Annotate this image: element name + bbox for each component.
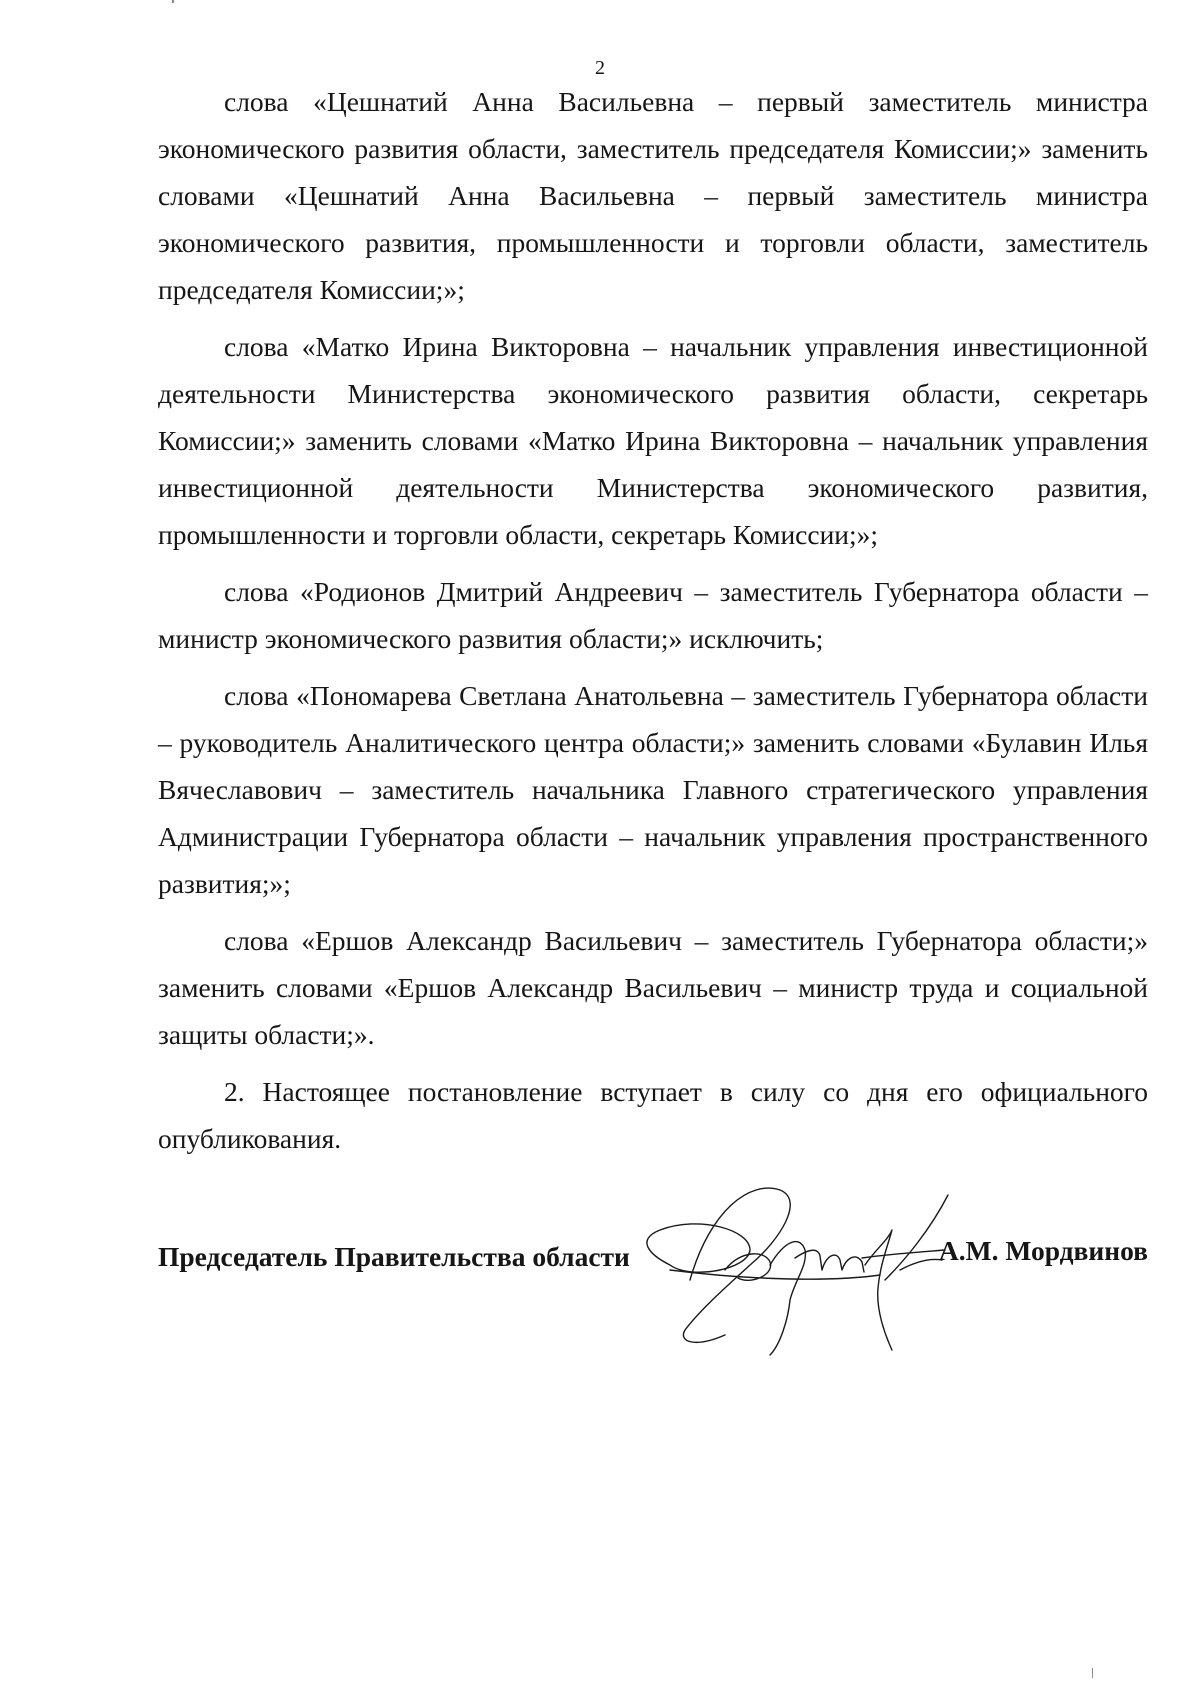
paragraph-ponomareva: слова «Пономарева Светлана Анатольевна – заместитель Губернатора области – руководитель Аналитического центра области;» заменить словами «Булавин Илья Вячеславович – заместитель начальника Главного стратегического управления Администрации Губернатора области – начальник управления пространственного развития;»;	[158, 680, 1148, 899]
scan-mark-top-left	[172, 0, 174, 3]
handwritten-signature	[630, 1170, 970, 1360]
signer-title: Председатель Правительства области	[158, 1241, 630, 1272]
scan-mark-bottom-right	[1092, 1668, 1093, 1678]
page-number: 2	[595, 57, 605, 79]
document-body	[158, 78, 1148, 1172]
paragraph-tseshnatiy: слова «Цешнатий Анна Васильевна – первый заместитель министра экономического развития области, заместитель председателя Комиссии;» заменить словами «Цешнатий Анна Васильевна – первый заместитель министра экономического развития, промышленности и торговли области, заместитель председателя Комиссии;»;	[158, 86, 1148, 305]
paragraph-rodionov: слова «Родионов Дмитрий Андреевич – заместитель Губернатора области – министр экономического развития области;» исключить;	[158, 576, 1148, 654]
paragraph-matko: слова «Матко Ирина Викторовна – начальник управления инвестиционной деятельности Министерства экономического развития области, секретарь Комиссии;» заменить словами «Матко Ирина Викторовна – начальник управления инвестиционной деятельности Министерства экономического развития, промышленности и торговли области, секретарь Комиссии;»;	[158, 331, 1148, 550]
paragraph-ershov: слова «Ершов Александр Васильевич – заместитель Губернатора области;» заменить словами «Ершов Александр Васильевич – министр труда и социальной защиты области;».	[158, 925, 1148, 1050]
paragraph-effective-date: 2. Настоящее постановление вступает в силу со дня его официального опубликования.	[158, 1076, 1148, 1154]
signer-name: А.М. Мордвинов	[938, 1235, 1148, 1266]
